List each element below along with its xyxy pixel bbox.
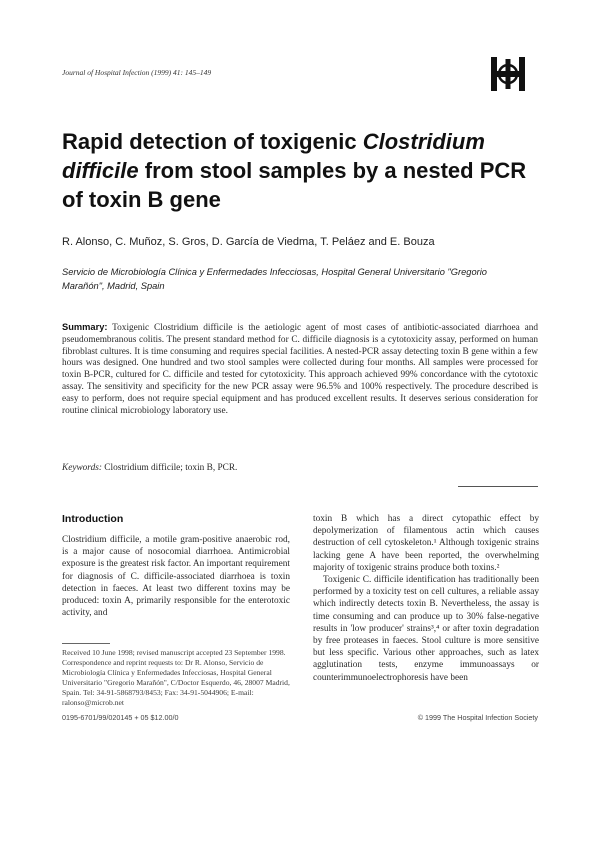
journal-citation: Journal of Hospital Infection (1999) 41: 145–149: [62, 68, 212, 77]
footnote-divider: [62, 643, 110, 644]
footnote-received: Received 10 June 1998; revised manuscript accepted 23 September 1998.: [62, 648, 286, 657]
abstract: [62, 322, 538, 417]
footnote: [62, 648, 290, 708]
footnote-correspondence: Correspondence and reprint requests to: Dr R. Alonso, Servicio de Microbiología Clínica y Enfermedades Infecciosas, Hospital General Universitario "Gregorio Marañón", C/Doctor Esquerdo, 46, 28007 Madrid, Spain. Tel: 34-91-5868793/8453; Fax: 34-91-5044906; E-mail: ralonso@microb.net: [62, 658, 290, 707]
intro-right-column: [313, 513, 539, 684]
title-part-1: Rapid detection of toxigenic: [62, 129, 363, 154]
intro-left-column: Clostridium difficile, a motile gram-positive anaerobic rod, is a major cause of nosocomial diarrhoea. Antimicrobial exposure is the greatest risk factor. An important requirement for diagnosis of C. difficile-associated diarrhoea is toxin detection in faeces. At least two different toxins may be produced: toxin A, primarily responsible for the enterotoxic activity, and: [62, 535, 290, 619]
keywords: [62, 463, 538, 473]
article-title: [62, 127, 542, 214]
journal-logo: [490, 55, 526, 93]
title-part-2: from stool samples by a nested PCR of toxin B gene: [62, 158, 527, 212]
title-organism: Clostridium difficile: [62, 129, 485, 183]
keywords-text: Clostridium difficile; toxin B, PCR.: [104, 463, 238, 473]
footer-copyright: © 1999 The Hospital Infection Society: [417, 713, 538, 722]
footer-issn: 0195-6701/99/020145 + 05 $12.00/0: [62, 713, 179, 722]
section-heading-introduction: Introduction: [62, 513, 124, 525]
abstract-text: Toxigenic Clostridium difficile is the aetiologic agent of most cases of antibiotic-associated diarrhoea and pseudomembranous colitis. The present standard method for C. difficile diagnosis is a cytotoxicity assay, performed on human fibroblast cultures. It is time consuming and requires special facilities. A nested-PCR assay detecting toxin B gene within a few hours was designed. One hundred and two stool samples were collected during four months. All samples were processed for toxin B-PCR, cultured for C. difficile and tested for cytotoxicity. This approach achieved 99% concordance with the cytotoxic assay. The sensitivity and specificity for the new PCR assay were 96.5% and 100% respectively. The procedure described is easy to perform, does not require special equipment and has produced excellent results. It deserves serious consideration for routine clinical microbiology laboratory use.: [62, 323, 539, 416]
intro-paragraph-1: toxin B which has a direct cytopathic effect by depolymerization of filamentous actin which causes destruction of cell cytoskeleton.¹ Although toxigenic strains lacking gene A have been reported, the overwhelming majority of toxigenic strains produce both toxins.²: [313, 514, 539, 573]
author-list: R. Alonso, C. Muñoz, S. Gros, D. García de Viedma, T. Peláez and E. Bouza: [62, 236, 435, 248]
affiliation: Servicio de Microbiología Clínica y Enfermedades Infecciosas, Hospital General Universitario "Gregorio Marañón", Madrid, Spain: [62, 267, 487, 291]
keywords-label: Keywords:: [62, 463, 102, 473]
intro-paragraph-2: Toxigenic C. difficile identification has traditionally been performed by a toxicity test on cell cultures, a reliable assay which indirectly detects toxin B. Nevertheless, the assay is time consuming and can produce up to 30% false-negative results in 'low producer' strains³,⁴ or after toxin degradation by free proteases in faeces. Stool culture is more sensitive but less specific. Various other approaches, such as latex agglutination tests, enzyme immunoassays or counterimmunoelectrophoresis have been: [313, 575, 539, 683]
section-divider: [458, 486, 538, 487]
abstract-label: Summary:: [62, 322, 108, 332]
